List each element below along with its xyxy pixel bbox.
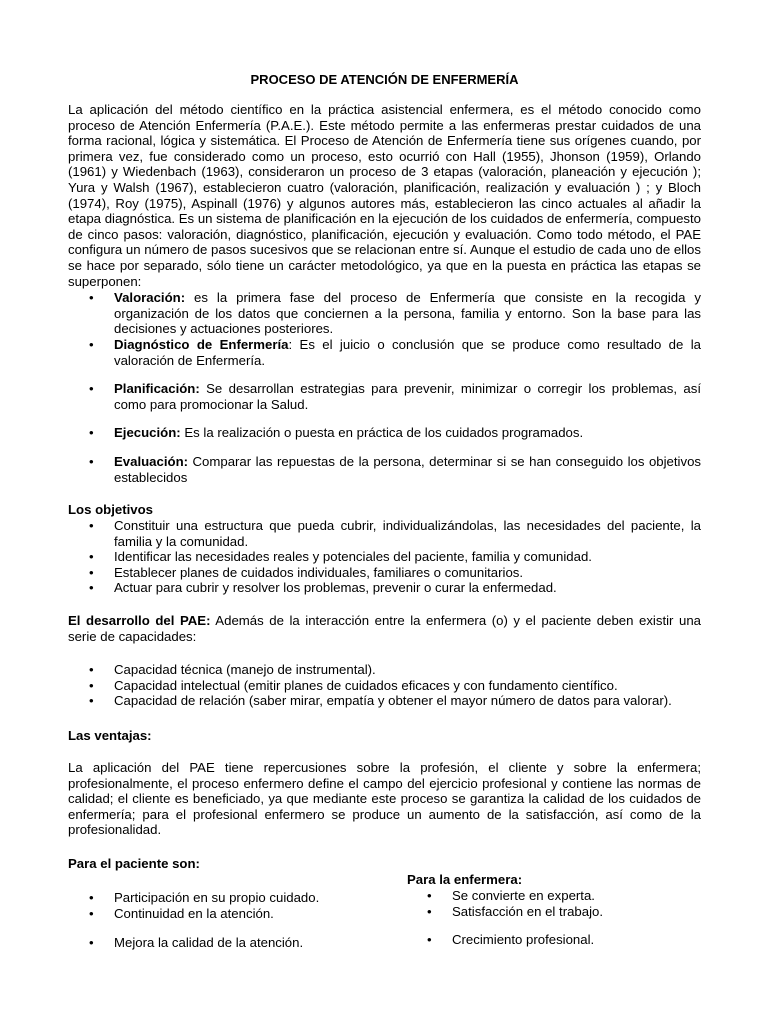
- development-paragraph: [68, 613, 701, 644]
- nurse-text: Satisfacción en el trabajo.: [452, 904, 604, 919]
- bullet-icon: •: [427, 888, 432, 903]
- nurse-item: [427, 904, 692, 920]
- stage-text: : Es el juicio o conclusión que se produce como resultado de la valoración de Enfermería.: [114, 337, 701, 368]
- objective-item: [89, 549, 701, 565]
- development-text: Además de la interacción entre la enfermera (o) y el paciente deben existir una serie de capacidades:: [68, 613, 702, 644]
- stage-planificacion: [89, 381, 701, 412]
- objective-text: Establecer planes de cuidados individuales, familiares o comunitarios.: [114, 565, 524, 580]
- bullet-icon: •: [89, 518, 94, 533]
- bullet-icon: •: [89, 565, 94, 580]
- capacity-text: Capacidad de relación (saber mirar, empatía y obtener el mayor número de datos para valorar).: [114, 693, 672, 708]
- patient-item: [89, 935, 404, 951]
- bullet-icon: •: [89, 890, 94, 905]
- development-term: El desarrollo del PAE:: [68, 613, 211, 628]
- capacity-item: [89, 693, 701, 709]
- bullet-icon: •: [89, 381, 94, 396]
- stage-term: Diagnóstico de Enfermería: [114, 337, 289, 352]
- objective-item: [89, 518, 701, 549]
- stage-text: es la primera fase del proceso de Enfermería que consiste en la recogida y organización de los datos que conciernen a la persona, familia y entorno. Son la base para las decisiones y actuaciones posteriores.: [114, 290, 701, 337]
- nurse-heading: Para la enfermera:: [407, 872, 523, 887]
- intro-paragraph: La aplicación del método científico en la práctica asistencial enfermera, es el método conocido como proceso de Atención Enfermería (P.A.E.). Este método permite a las enfermeras prestar cuidados de una forma racional, lógica y sistemática. El Proceso de Atención de Enfermería tiene sus orígenes cuando, por primera vez, fue considerado como un proceso, esto ocurrió con Hall (1955), Jhonson (1959), Orlando (1961) y Wiedenbach (1963), consideraron un proceso de 3 etapas (valoración, planeación y ejecución ); Yura y Walsh (1967), establecieron cuatro (valoración, planificación, realización y evaluación ) ; y Bloch (1974), Roy (1975), Aspinall (1976) y algunos autores más, establecieron las cinco actuales al añadir la etapa diagnóstica. Es un sistema de planificación en la ejecución de los cuidados de enfermería, compuesto de cinco pasos: valoración, diagnóstico, planificación, ejecución y evaluación. Como todo método, el PAE configura un número de pasos sucesivos que se relacionan entre sí. Aunque el estudio de cada uno de ellos se hace por separado, sólo tiene un carácter metodológico, ya que en la puesta en práctica las etapas se superponen:: [68, 102, 701, 289]
- page-title: PROCESO DE ATENCIÓN DE ENFERMERÍA: [250, 72, 519, 87]
- bullet-icon: •: [89, 337, 94, 352]
- stage-evaluacion: [89, 454, 701, 485]
- stage-term: Ejecución:: [114, 425, 181, 440]
- bullet-icon: •: [89, 454, 94, 469]
- stage-term: Valoración:: [114, 290, 186, 305]
- objective-text: Constituir una estructura que pueda cubrir, individualizándolas, las necesidades del paciente, la familia y la comunidad.: [114, 518, 701, 549]
- bullet-icon: •: [89, 935, 94, 950]
- patient-text: Continuidad en la atención.: [114, 906, 274, 921]
- objective-text: Actuar para cubrir y resolver los problemas, prevenir o curar la enfermedad.: [114, 580, 557, 595]
- objectives-heading: Los objetivos: [68, 502, 153, 517]
- bullet-icon: •: [89, 580, 94, 595]
- bullet-icon: •: [89, 693, 94, 708]
- bullet-icon: •: [89, 549, 94, 564]
- bullet-icon: •: [89, 662, 94, 677]
- nurse-text: Se convierte en experta.: [452, 888, 595, 903]
- stage-text: Comparar las repuestas de la persona, determinar si se han conseguido los objetivos establecidos: [114, 454, 701, 485]
- nurse-text: Crecimiento profesional.: [452, 932, 595, 947]
- patient-heading: Para el paciente son:: [68, 856, 200, 871]
- nurse-item: [427, 932, 692, 948]
- stage-term: Evaluación:: [114, 454, 189, 469]
- patient-text: Participación en su propio cuidado.: [114, 890, 320, 905]
- capacity-item: [89, 678, 701, 694]
- advantages-heading: Las ventajas:: [68, 728, 152, 743]
- capacity-text: Capacidad intelectual (emitir planes de cuidados eficaces y con fundamento científico.: [114, 678, 618, 693]
- patient-item: [89, 906, 404, 922]
- objective-item: [89, 565, 701, 581]
- stage-text: Se desarrollan estrategias para prevenir, minimizar o corregir los problemas, así como para promocionar la Salud.: [114, 381, 701, 412]
- advantages-paragraph: La aplicación del PAE tiene repercusiones sobre la profesión, el cliente y sobre la enfermera; profesionalmente, el proceso enfermero define el campo del ejercicio profesional y contiene las normas de calidad; el cliente es beneficiado, ya que mediante este proceso se garantiza la calidad de los cuidados de enfermería; para el profesional enfermero se produce un aumento de la satisfacción, así como de la profesionalidad.: [68, 760, 701, 838]
- objective-item: [89, 580, 701, 596]
- patient-item: [89, 890, 404, 906]
- capacity-item: [89, 662, 701, 678]
- bullet-icon: •: [427, 932, 432, 947]
- bullet-icon: •: [427, 904, 432, 919]
- stage-term: Planificación:: [114, 381, 200, 396]
- patient-text: Mejora la calidad de la atención.: [114, 935, 304, 950]
- objective-text: Identificar las necesidades reales y potenciales del paciente, familia y comunidad.: [114, 549, 592, 564]
- bullet-icon: •: [89, 678, 94, 693]
- stage-diagnostico: [89, 337, 701, 368]
- stage-text: Es la realización o puesta en práctica de los cuidados programados.: [180, 425, 584, 440]
- capacity-text: Capacidad técnica (manejo de instrumental).: [114, 662, 376, 677]
- bullet-icon: •: [89, 906, 94, 921]
- bullet-icon: •: [89, 290, 94, 305]
- stage-valoracion: [89, 290, 701, 337]
- bullet-icon: •: [89, 425, 94, 440]
- stage-ejecucion: [89, 425, 701, 441]
- nurse-item: [427, 888, 692, 904]
